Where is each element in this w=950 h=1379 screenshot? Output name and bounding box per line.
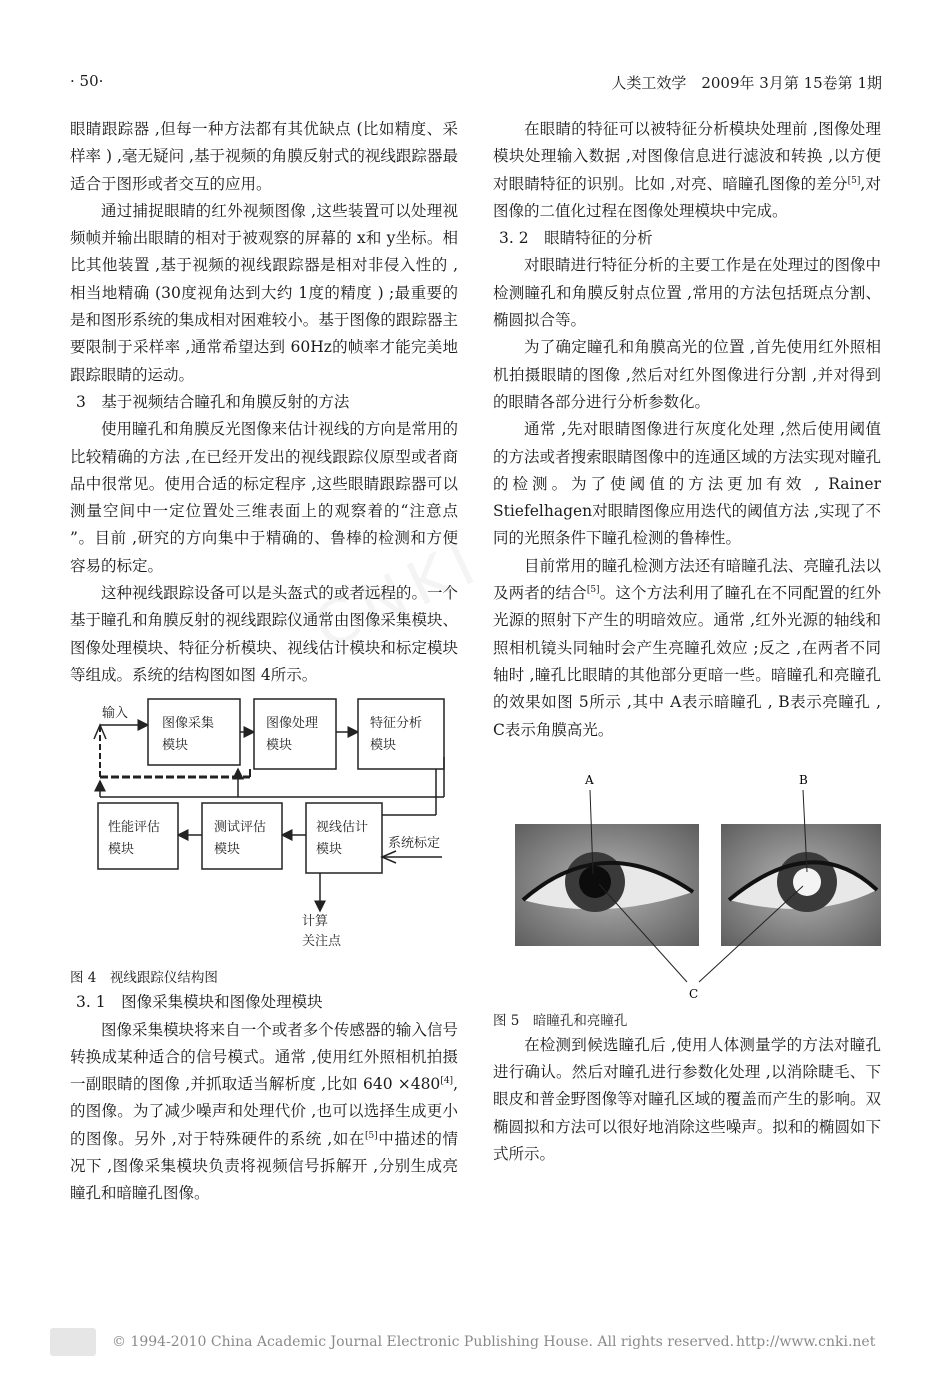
paragraph: 眼睛跟踪器 ,但每一种方法都有其优缺点 (比如精度、采样率 ) ,毫无疑问 ,基于视频的角膜反射式的视线跟踪器最适合于图形或者交互的应用。 [70,120,458,193]
paragraph: 通常 ,先对眼睛图像进行灰度化处理 ,然后使用阈值的方法或者搜索眼睛图像中的连通区域的方法实现对瞳孔的检测。为了使阈值的方法更加有效 , Rainer Stiefelhagen对眼睛图像应用迭代的阈值方法 ,实现了不同的光照条件下瞳孔检测的鲁棒性。 [493,420,882,548]
processing-module-box [254,699,336,769]
structure-diagram [70,697,458,997]
section-heading: 3. 2 眼睛特征的分析 [499,229,653,248]
acquisition-module-label-2: 模块 [162,738,189,754]
copyright-notice: © 1994-2010 China Academic Journal Electronic Publishing House. All rights reserved. [112,1334,735,1350]
dark-pupil-eye-image [515,824,699,946]
performance-module-box [98,803,178,869]
gaze-estimation-module-box [306,803,382,873]
feature-module-label-2: 模块 [370,738,397,754]
test-module-label-2: 模块 [214,842,241,858]
paragraph: 目前常用的瞳孔检测方法还有暗瞳孔法、亮瞳孔法以及两者的结合[5]。这个方法利用了瞳孔在不同配置的红外光源的照射下产生的明暗效应。通常 ,红外光源的轴线和照相机镜头同轴时会产生亮瞳孔效应 ;反之 ,在两者不同轴时 ,瞳孔比眼睛的其他部分更暗一些。暗瞳孔和亮瞳孔的效果如图 5所示 ,其中 A表示暗瞳孔 , B表示亮瞳孔 , C表示角膜高光。 [493,556,881,739]
feature-module-box [358,699,444,769]
test-module-label: 测试评估 [214,820,267,836]
paragraph: 对眼睛进行特征分析的主要工作是在处理过的图像中检测瞳孔和角膜反射点位置 ,常用的方法包括斑点分割、椭圆拟合等。 [493,256,881,330]
paragraph: 使用瞳孔和角膜反光图像来估计视线的方向是常用的比较精确的方法 ,在已经开发出的视线跟踪仪原型或者商品中很常见。使用合适的标定程序 ,这些眼睛跟踪器可以测量空间中一定位置处三维表面上的观察着的“注意点 ”。目前 ,研究的方向集中于精确的、鲁棒的检测和方便容易的标定。 [70,420,458,575]
figure-4-caption: 图 4 视线跟踪仪结构图 [70,970,218,987]
page-number: · 50· [70,72,104,90]
right-column [493,116,881,1168]
acquisition-module-label: 图像采集 [162,716,215,732]
label-b: B [799,772,808,787]
acquisition-module-box [148,699,240,765]
paragraph: 在眼睛的特征可以被特征分析模块处理前 ,图像处理模块处理输入数据 ,对图像信息进行滤波和转换 ,以方便对眼睛特征的识别。比如 ,对亮、暗瞳孔图像的差分[5],对图像的二值化过程在图像处理模块中完成。 [493,120,881,220]
paragraph: 为了确定瞳孔和角膜高光的位置 ,首先使用红外照相机拍摄眼睛的图像 ,然后对红外图像进行分割 ,并对得到的眼睛各部分进行分析参数化。 [493,338,881,411]
feature-module-label: 特征分析 [370,716,423,732]
output-label-2: 关注点 [302,934,342,950]
test-evaluation-module-box [202,803,282,869]
paragraph: 这种视线跟踪设备可以是头盔式的或者远程的。一个基于瞳孔和角膜反射的视线跟踪仪通常由图像采集模块、图像处理模块、特征分析模块、视线估计模块和标定模块等组成。系统的结构图如图 4所示。 [70,584,458,684]
citation: [4] [440,1076,454,1087]
eye-photos [493,772,881,1004]
output-label: 计算 [302,914,329,930]
performance-module-label: 性能评估 [108,820,161,836]
paragraph: 在检测到候选瞳孔后 ,使用人体测量学的方法对瞳孔进行确认。然后对瞳孔进行参数化处理 ,以消除睫毛、下眼皮和普金野图像等对瞳孔区域的覆盖而产生的影响。双椭圆拟和方法可以很好地消除这些噪声。拟和的椭圆如下式所示。 [493,1035,881,1164]
label-a: A [585,772,594,787]
citation: [5] [364,1130,378,1141]
input-label: 输入 [102,706,129,722]
performance-module-label-2: 模块 [108,842,135,858]
label-c: C [689,986,699,1001]
figure-4-block-diagram [70,697,458,997]
gaze-module-label-2: 模块 [316,842,343,858]
paragraph: 通过捕捉眼睛的红外视频图像 ,这些装置可以处理视频帧并输出眼睛的相对于被观察的屏幕的 x和 y坐标。相比其他装置 ,基于视频的视线跟踪器是相对非侵入性的 ,相当地精确 (30度视角达到大约 1度的精度 ) ;最重要的是和图形系统的集成相对困难较小。基于图像的跟踪器主要限制于采样率 ,通常希望达到 60Hz的帧率才能完美地跟踪眼睛的运动。 [70,201,458,384]
processing-module-label-2: 模块 [266,738,293,754]
calibration-label: 系统标定 [388,836,441,852]
section-heading: 3 基于视频结合瞳孔和角膜反射的方法 [76,392,350,411]
left-column [70,116,458,1208]
journal-info: 人类工效学 2009年 3月第 15卷第 1期 [611,74,882,92]
figure-5-eye-images [493,772,881,1004]
cnki-logo-icon [50,1328,96,1356]
bright-pupil-eye-image [721,824,881,946]
gaze-module-label: 视线估计 [316,820,369,836]
citation: [5] [847,175,861,186]
footer-url: http://www.cnki.net [736,1334,876,1350]
processing-module-label: 图像处理 [266,716,319,732]
figure-5-caption: 图 5 暗瞳孔和亮瞳孔 [493,1012,628,1029]
page-header [70,72,882,94]
section-heading: 3. 1 图像采集模块和图像处理模块 [76,993,323,1012]
paragraph: 图像采集模块将来自一个或者多个传感器的输入信号转换成某种适合的信号模式。通常 ,使用红外照相机拍摄一副眼睛的图像 ,并抓取适当解析度 ,比如 640 ×480[4],的图像。为了减少噪声和处理代价 ,也可以选择生成更小的图像。另外 ,对于特殊硬件的系统 ,如在[5]中描述的情况下 ,图像采集模块负责将视频信号拆解开 ,分别生成亮瞳孔和暗瞳孔图像。 [70,1020,458,1203]
citation: [5] [586,585,600,596]
